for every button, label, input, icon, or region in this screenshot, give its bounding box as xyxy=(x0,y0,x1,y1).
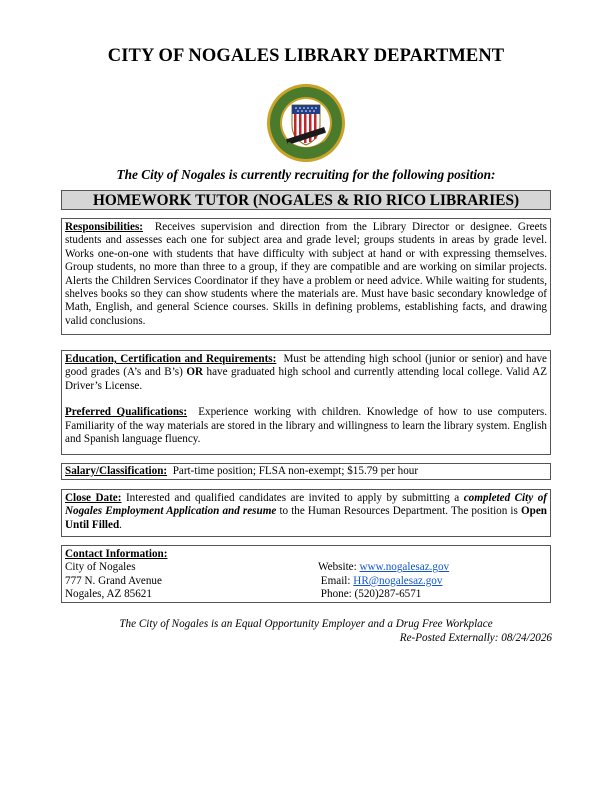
education-label: Education, Certification and Requirements: xyxy=(65,353,277,365)
equal-opportunity-statement: The City of Nogales is an Equal Opportunity Employer and a Drug Free Workplace xyxy=(119,618,493,630)
salary-text: Part-time position; FLSA non-exempt; $15.79 per hour xyxy=(172,465,419,477)
salary-section xyxy=(61,463,551,480)
education-text-after: have graduated high school and currently attending local college. Valid AZ Driver’s License. xyxy=(65,366,547,392)
close-date-period: . xyxy=(119,518,122,531)
qualifications-section xyxy=(61,350,551,455)
open-until-filled: Open Until Filled xyxy=(65,505,547,531)
city-seal-logo xyxy=(266,83,346,163)
contact-city: Nogales, AZ 85621 xyxy=(65,588,152,601)
application-requirement: completed City of Nogales Employment Application and resume xyxy=(65,492,547,518)
responsibilities-label: Responsibilities: xyxy=(65,221,143,233)
contact-org: City of Nogales xyxy=(65,561,136,574)
website-label: Website: xyxy=(318,561,357,574)
salary-label: Salary/Classification: xyxy=(65,465,168,477)
website-link[interactable]: www.nogalesaz.gov xyxy=(359,561,450,574)
department-title: CITY OF NOGALES LIBRARY DEPARTMENT xyxy=(107,46,505,66)
phone-label: Phone: xyxy=(320,588,352,601)
email-label: Email: xyxy=(320,574,351,587)
reposted-date: Re-Posted Externally: 08/24/2026 xyxy=(399,632,552,644)
close-date-label: Close Date: xyxy=(65,492,122,504)
contact-address: 777 N. Grand Avenue xyxy=(65,574,162,587)
recruiting-statement: The City of Nogales is currently recruiting for the following position: xyxy=(116,167,496,182)
close-date-section xyxy=(61,489,551,537)
phone-number: (520)287-6571 xyxy=(354,588,422,601)
position-title: HOMEWORK TUTOR (NOGALES & RIO RICO LIBRARIES) xyxy=(61,190,551,210)
close-date-text: Interested and qualified candidates are invited to apply by submitting a xyxy=(125,492,460,504)
contact-label: Contact Information: xyxy=(65,548,168,560)
contact-section xyxy=(61,545,551,603)
preferred-text: Experience working with children. Knowledge of how to use computers. Familiarity of the way materials are stored in the library and willingness to learn the library system. English and Spanish language fluency. xyxy=(65,406,548,446)
email-link[interactable]: HR@nogalesaz.gov xyxy=(353,574,443,587)
preferred-label: Preferred Qualifications: xyxy=(65,406,188,419)
education-text: Must be attending high school (junior or senior) and have good grades (A’s and B’s) xyxy=(65,353,547,379)
education-or: OR xyxy=(186,366,204,379)
close-date-text-2: to the Human Resources Department. The position is xyxy=(279,505,518,518)
responsibilities-section xyxy=(61,218,551,335)
responsibilities-text: Receives supervision and direction from the Library Director or designee. Greets students and assesses each one for subject area and grade level; groups students in areas by grade level. Works one-on-one with students that have difficulty with subject at hand or with expressing themselves. Group students, no more than three to a group, if they are compatible and are working on similar projects. Alerts the Children Services Coordinator if they have a problem or need advice. While waiting for students, shelves books so they can show students where the materials are. Must have basic secondary knowledge of Math, English, and general Science courses. Skills in defining problems, establishing facts, and drawing valid conclusions. xyxy=(65,221,547,327)
